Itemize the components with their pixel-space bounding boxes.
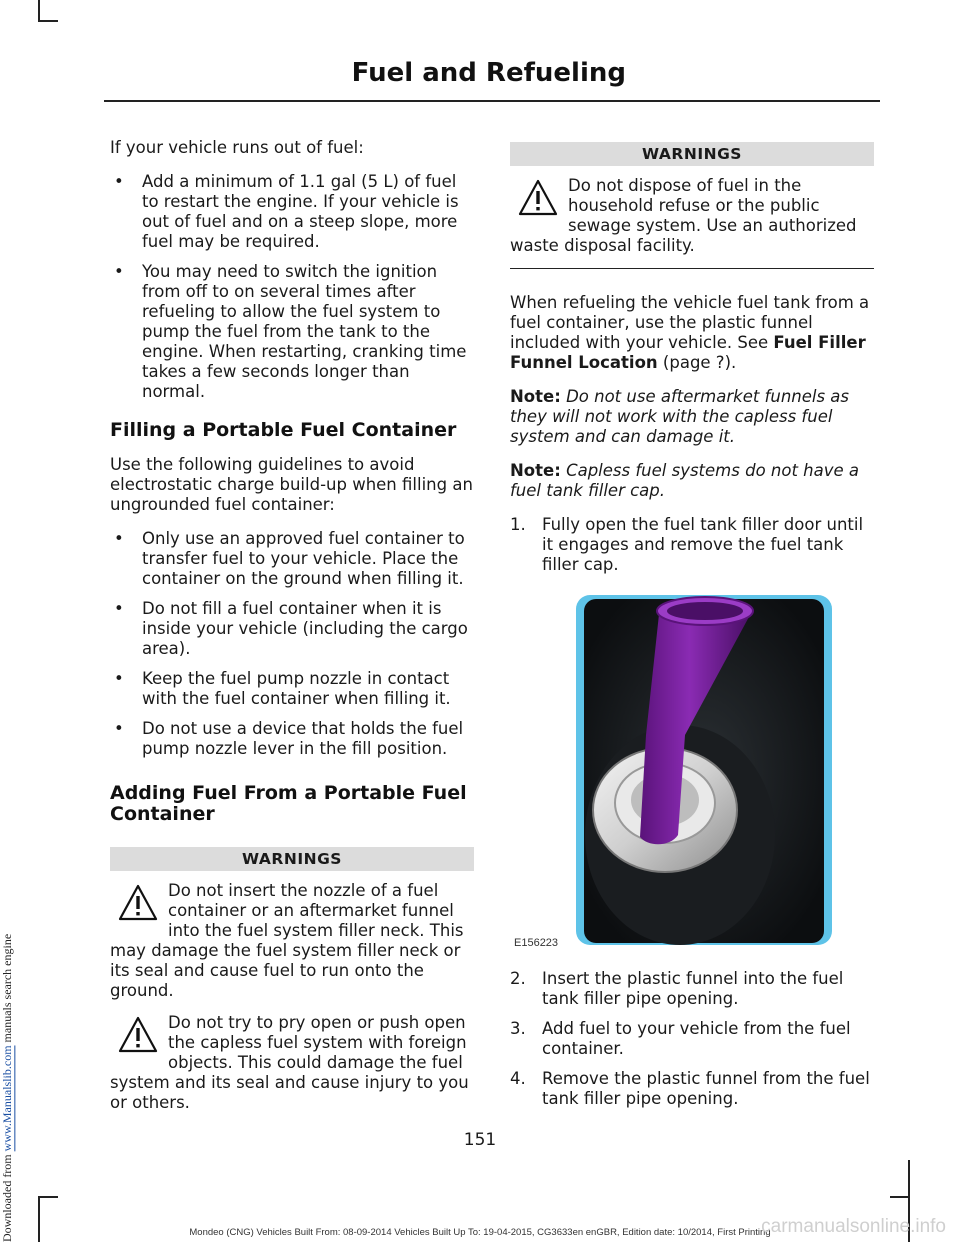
warning-block [510, 176, 874, 256]
note-text: Do not use aftermarket funnels as they will not work with the capless fuel system and can damage it. [510, 387, 850, 446]
note [510, 387, 874, 447]
funnel-in-filler-pipe-image [510, 585, 850, 957]
list-item: • Do not fill a fuel container when it is inside your vehicle (including the cargo area). [110, 599, 474, 659]
warning-text: Do not insert the nozzle of a fuel container or an aftermarket funnel into the fuel system filler neck. This may damage the fuel system filler neck or its seal and cause fuel to run onto the ground. [110, 881, 464, 1000]
warning-divider [510, 268, 874, 269]
guidelines-list [110, 529, 474, 759]
warnings-heading: WARNINGS [110, 847, 474, 871]
steps-list [510, 969, 874, 1109]
step-text: Remove the plastic funnel from the fuel tank filler pipe opening. [542, 1069, 870, 1108]
warning-text: Do not try to pry open or push open the capless fuel system with foreign objects. This could damage the fuel system and its seal and cause injury to you or others. [110, 1013, 469, 1112]
warning-triangle-icon [518, 178, 558, 218]
note-label: Note: [510, 387, 561, 406]
funnel-paragraph [510, 293, 874, 373]
list-item: • Add a minimum of 1.1 gal (5 L) of fuel to restart the engine. If your vehicle is out of fuel and on a steep slope, more fuel may be required. [110, 172, 474, 252]
note [510, 461, 874, 501]
step-number: 4. [510, 1069, 526, 1088]
cross-reference-link[interactable]: Fuel Filler Funnel Location [510, 333, 866, 372]
right-column [510, 138, 874, 1119]
figure-code: E156223 [514, 937, 559, 949]
note-text: Capless fuel systems do not have a fuel tank filler cap. [510, 461, 860, 500]
step-item [510, 969, 874, 1009]
step-item [510, 1019, 874, 1059]
page-title: Fuel and Refueling [351, 58, 626, 88]
warning-triangle-icon [118, 883, 158, 923]
funnel-illustration [510, 585, 850, 957]
step-number: 3. [510, 1019, 526, 1038]
paragraph-text: When refueling the vehicle fuel tank from a fuel container, use the plastic funnel included with your vehicle. See [510, 293, 870, 352]
list-item: • You may need to switch the ignition from off to on several times after refueling to allow the fuel system to pump the fuel from the tank to the engine. When restarting, cranking time takes a few seconds longer than normal. [110, 262, 474, 402]
steps-list [510, 515, 874, 575]
out-of-fuel-list [110, 172, 474, 402]
download-notice [0, 0, 18, 1242]
list-item: • Do not use a device that holds the fuel pump nozzle lever in the fill position. [110, 719, 474, 759]
crop-mark [38, 1196, 58, 1198]
warning-triangle-icon [118, 1015, 158, 1055]
list-item: • Keep the fuel pump nozzle in contact with the fuel container when filling it. [110, 669, 474, 709]
crop-mark [890, 1196, 910, 1198]
step-item [510, 515, 874, 575]
page-number: 151 [463, 1130, 497, 1150]
manualslib-link[interactable]: www.Manualslib.com [0, 1045, 14, 1152]
left-column [110, 138, 474, 1125]
section-heading-portable-container: Filling a Portable Fuel Container [110, 419, 457, 441]
header-divider [104, 100, 880, 102]
step-text: Fully open the fuel tank filler door until it engages and remove the fuel tank filler cap. [542, 515, 864, 574]
step-text: Add fuel to your vehicle from the fuel container. [542, 1019, 851, 1058]
step-number: 2. [510, 969, 526, 988]
warning-block [110, 1013, 474, 1113]
footer-edition-info: Mondeo (CNG) Vehicles Built From: 08-09-2014 Vehicles Built Up To: 19-04-2015, CG3633en enGBR, Edition date: 10/2014, First Printing [189, 1227, 771, 1238]
warning-text: Do not dispose of fuel in the household refuse or the public sewage system. Use an authorized waste disposal facility. [510, 176, 857, 255]
warnings-heading: WARNINGS [510, 142, 874, 166]
section-heading-adding-fuel: Adding Fuel From a Portable Fuel Container [110, 782, 467, 825]
list-item: • Only use an approved fuel container to transfer fuel to your vehicle. Place the container on the ground when filling it. [110, 529, 474, 589]
crop-mark [38, 0, 40, 22]
crop-mark [38, 20, 58, 22]
intro-text: If your vehicle runs out of fuel: [110, 138, 364, 157]
guidelines-intro: Use the following guidelines to avoid electrostatic charge build-up when filling an ungrounded fuel container: [110, 455, 473, 514]
download-suffix: manuals search engine [0, 933, 14, 1046]
watermark: carmanualsonline.info [761, 1216, 946, 1237]
step-item [510, 1069, 874, 1109]
step-text: Insert the plastic funnel into the fuel tank filler pipe opening. [542, 969, 844, 1008]
page-reference: (page ?). [657, 353, 737, 372]
download-prefix: Downloaded from [0, 1151, 14, 1242]
warning-block [110, 881, 474, 1001]
note-label: Note: [510, 461, 561, 480]
step-number: 1. [510, 515, 526, 534]
